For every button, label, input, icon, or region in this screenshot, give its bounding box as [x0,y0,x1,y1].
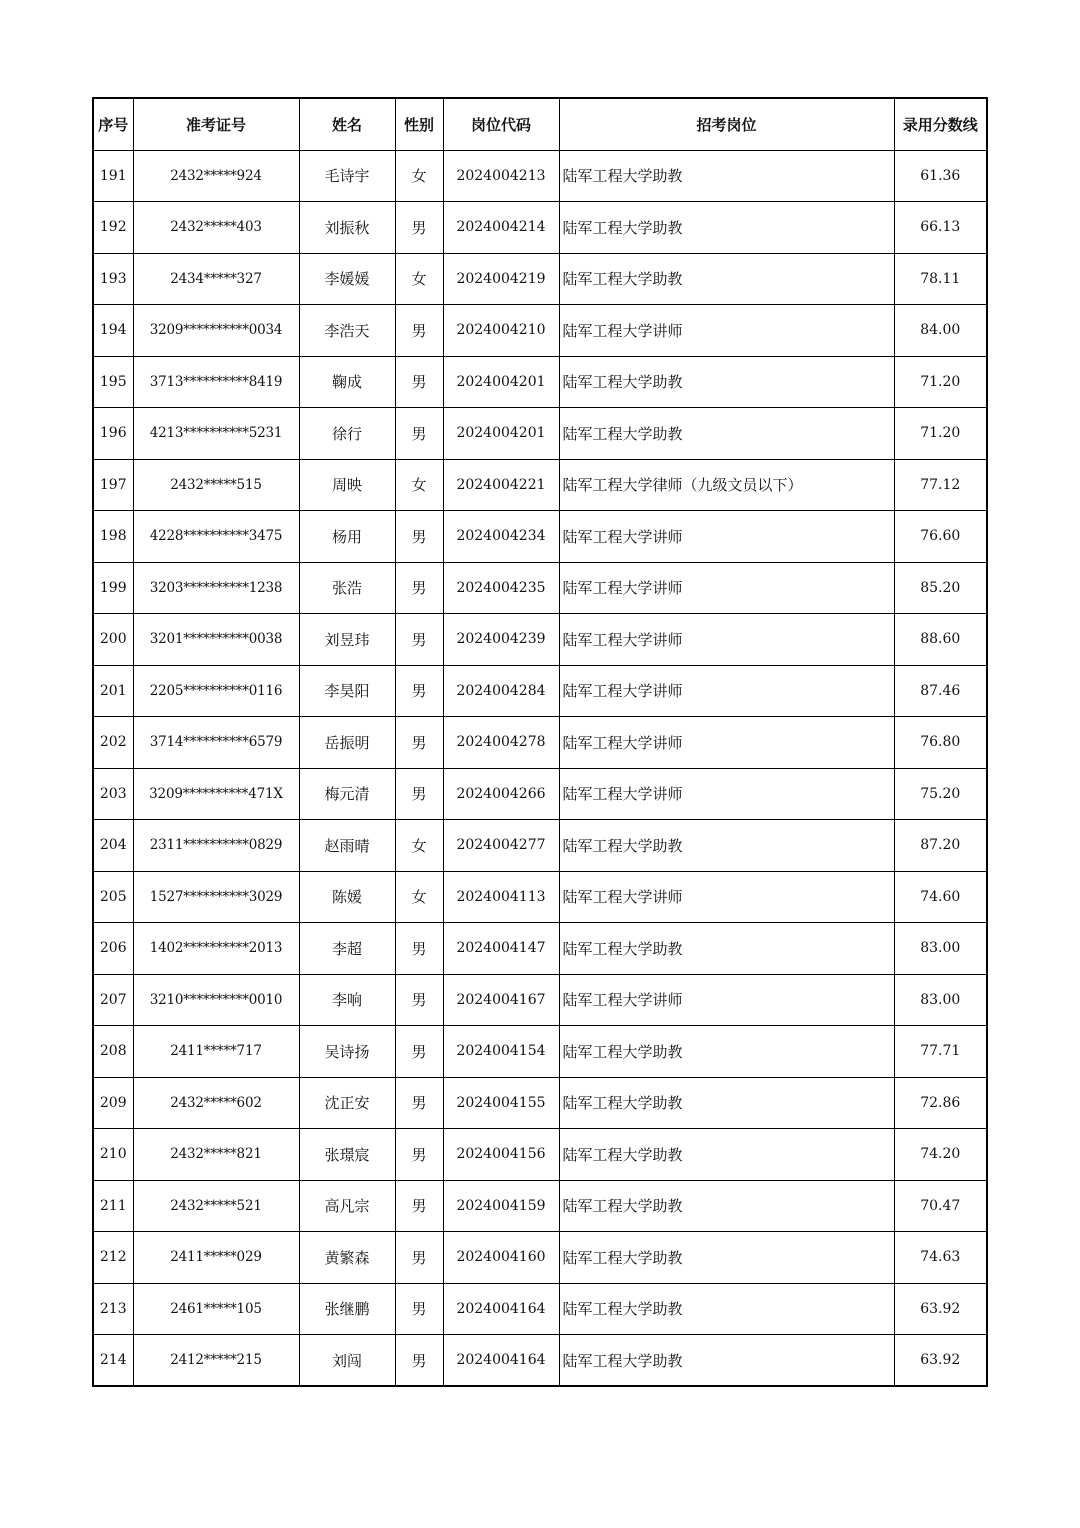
header-position: 招考岗位 [559,98,894,150]
position-cell: 陆军工程大学讲师 [559,665,894,717]
gender-cell: 男 [395,614,443,666]
position-cell: 陆军工程大学讲师 [559,768,894,820]
table-row [93,202,987,254]
position-code-cell: 2024004160 [443,1232,559,1284]
position-cell: 陆军工程大学律师（九级文员以下） [559,459,894,511]
exam-id-cell: 3203**********1238 [133,562,299,614]
name-cell: 李浩天 [299,305,395,357]
header-seq: 序号 [93,98,133,150]
score-cell: 63.92 [894,1335,987,1387]
position-code-cell: 2024004214 [443,202,559,254]
score-cell: 87.20 [894,820,987,872]
name-cell: 李媛媛 [299,253,395,305]
table-row [93,1026,987,1078]
table-row [93,871,987,923]
name-cell: 杨用 [299,511,395,563]
header-exam-id: 准考证号 [133,98,299,150]
score-cell: 85.20 [894,562,987,614]
score-cell: 74.63 [894,1232,987,1284]
score-cell: 75.20 [894,768,987,820]
position-code-cell: 2024004159 [443,1180,559,1232]
exam-id-cell: 2432*****515 [133,459,299,511]
position-cell: 陆军工程大学讲师 [559,871,894,923]
exam-id-cell: 3201**********0038 [133,614,299,666]
position-code-cell: 2024004210 [443,305,559,357]
table-row [93,1335,987,1387]
gender-cell: 男 [395,1232,443,1284]
seq-cell: 205 [93,871,133,923]
position-cell: 陆军工程大学助教 [559,1283,894,1335]
position-cell: 陆军工程大学助教 [559,923,894,975]
gender-cell: 男 [395,1180,443,1232]
table-row [93,1129,987,1181]
score-cell: 66.13 [894,202,987,254]
name-cell: 刘振秋 [299,202,395,254]
table-row [93,717,987,769]
exam-id-cell: 2434*****327 [133,253,299,305]
score-cell: 88.60 [894,614,987,666]
position-cell: 陆军工程大学讲师 [559,614,894,666]
gender-cell: 男 [395,717,443,769]
position-cell: 陆军工程大学助教 [559,1335,894,1387]
name-cell: 沈正安 [299,1077,395,1129]
name-cell: 李响 [299,974,395,1026]
gender-cell: 女 [395,459,443,511]
position-code-cell: 2024004239 [443,614,559,666]
position-code-cell: 2024004164 [443,1335,559,1387]
name-cell: 周映 [299,459,395,511]
seq-cell: 208 [93,1026,133,1078]
position-cell: 陆军工程大学讲师 [559,974,894,1026]
score-cell: 70.47 [894,1180,987,1232]
exam-id-cell: 2205**********0116 [133,665,299,717]
position-cell: 陆军工程大学助教 [559,150,894,202]
position-code-cell: 2024004155 [443,1077,559,1129]
name-cell: 赵雨晴 [299,820,395,872]
score-cell: 77.71 [894,1026,987,1078]
seq-cell: 210 [93,1129,133,1181]
exam-id-cell: 3714**********6579 [133,717,299,769]
position-cell: 陆军工程大学讲师 [559,305,894,357]
position-code-cell: 2024004147 [443,923,559,975]
position-code-cell: 2024004284 [443,665,559,717]
gender-cell: 男 [395,1129,443,1181]
header-score-line: 录用分数线 [894,98,987,150]
position-code-cell: 2024004154 [443,1026,559,1078]
exam-id-cell: 2432*****602 [133,1077,299,1129]
position-code-cell: 2024004113 [443,871,559,923]
position-code-cell: 2024004167 [443,974,559,1026]
header-name: 姓名 [299,98,395,150]
name-cell: 梅元清 [299,768,395,820]
table-row [93,562,987,614]
score-cell: 77.12 [894,459,987,511]
name-cell: 岳振明 [299,717,395,769]
gender-cell: 男 [395,1077,443,1129]
seq-cell: 204 [93,820,133,872]
score-cell: 78.11 [894,253,987,305]
gender-cell: 男 [395,408,443,460]
position-code-cell: 2024004221 [443,459,559,511]
gender-cell: 女 [395,871,443,923]
score-cell: 74.20 [894,1129,987,1181]
gender-cell: 男 [395,356,443,408]
position-cell: 陆军工程大学助教 [559,202,894,254]
name-cell: 刘闯 [299,1335,395,1387]
position-code-cell: 2024004156 [443,1129,559,1181]
table-row [93,150,987,202]
gender-cell: 男 [395,665,443,717]
exam-id-cell: 2432*****924 [133,150,299,202]
gender-cell: 男 [395,1283,443,1335]
position-code-cell: 2024004266 [443,768,559,820]
name-cell: 吴诗扬 [299,1026,395,1078]
gender-cell: 男 [395,1026,443,1078]
score-cell: 71.20 [894,408,987,460]
seq-cell: 214 [93,1335,133,1387]
table-body [93,150,987,1386]
gender-cell: 男 [395,562,443,614]
seq-cell: 207 [93,974,133,1026]
seq-cell: 192 [93,202,133,254]
name-cell: 张璟宸 [299,1129,395,1181]
seq-cell: 195 [93,356,133,408]
position-cell: 陆军工程大学助教 [559,820,894,872]
name-cell: 高凡宗 [299,1180,395,1232]
position-cell: 陆军工程大学助教 [559,1180,894,1232]
exam-id-cell: 3210**********0010 [133,974,299,1026]
position-code-cell: 2024004219 [443,253,559,305]
score-cell: 63.92 [894,1283,987,1335]
table-row [93,356,987,408]
seq-cell: 200 [93,614,133,666]
position-cell: 陆军工程大学助教 [559,356,894,408]
position-cell: 陆军工程大学讲师 [559,511,894,563]
position-cell: 陆军工程大学助教 [559,1232,894,1284]
name-cell: 黄繁森 [299,1232,395,1284]
gender-cell: 男 [395,1335,443,1387]
position-code-cell: 2024004235 [443,562,559,614]
exam-id-cell: 3713**********8419 [133,356,299,408]
gender-cell: 女 [395,253,443,305]
table-row [93,305,987,357]
seq-cell: 198 [93,511,133,563]
seq-cell: 201 [93,665,133,717]
exam-id-cell: 2432*****521 [133,1180,299,1232]
name-cell: 徐行 [299,408,395,460]
gender-cell: 男 [395,202,443,254]
table-row [93,1283,987,1335]
score-cell: 83.00 [894,923,987,975]
exam-id-cell: 2411*****717 [133,1026,299,1078]
header-position-code: 岗位代码 [443,98,559,150]
exam-id-cell: 1527**********3029 [133,871,299,923]
score-cell: 87.46 [894,665,987,717]
position-code-cell: 2024004164 [443,1283,559,1335]
name-cell: 张继鹏 [299,1283,395,1335]
seq-cell: 191 [93,150,133,202]
position-cell: 陆军工程大学助教 [559,253,894,305]
score-cell: 72.86 [894,1077,987,1129]
table-row [93,974,987,1026]
position-cell: 陆军工程大学助教 [559,1129,894,1181]
name-cell: 鞠成 [299,356,395,408]
gender-cell: 男 [395,768,443,820]
position-cell: 陆军工程大学讲师 [559,562,894,614]
seq-cell: 209 [93,1077,133,1129]
gender-cell: 男 [395,974,443,1026]
position-cell: 陆军工程大学助教 [559,1077,894,1129]
gender-cell: 男 [395,305,443,357]
exam-id-cell: 2412*****215 [133,1335,299,1387]
seq-cell: 197 [93,459,133,511]
position-code-cell: 2024004277 [443,820,559,872]
table-row [93,820,987,872]
name-cell: 李超 [299,923,395,975]
seq-cell: 196 [93,408,133,460]
position-cell: 陆军工程大学助教 [559,408,894,460]
seq-cell: 203 [93,768,133,820]
position-code-cell: 2024004234 [443,511,559,563]
position-cell: 陆军工程大学讲师 [559,717,894,769]
exam-id-cell: 4228**********3475 [133,511,299,563]
exam-id-cell: 4213**********5231 [133,408,299,460]
seq-cell: 206 [93,923,133,975]
score-cell: 83.00 [894,974,987,1026]
exam-id-cell: 2411*****029 [133,1232,299,1284]
score-cell: 61.36 [894,150,987,202]
results-table [92,97,988,1387]
table-row [93,1180,987,1232]
header-gender: 性别 [395,98,443,150]
position-code-cell: 2024004278 [443,717,559,769]
table-row [93,511,987,563]
exam-id-cell: 3209**********471X [133,768,299,820]
seq-cell: 212 [93,1232,133,1284]
table-row [93,253,987,305]
table-row [93,1077,987,1129]
table-row [93,665,987,717]
position-code-cell: 2024004213 [443,150,559,202]
name-cell: 张浩 [299,562,395,614]
seq-cell: 213 [93,1283,133,1335]
gender-cell: 男 [395,511,443,563]
score-cell: 76.80 [894,717,987,769]
exam-id-cell: 2432*****821 [133,1129,299,1181]
table-row [93,408,987,460]
exam-id-cell: 2461*****105 [133,1283,299,1335]
seq-cell: 202 [93,717,133,769]
exam-id-cell: 2311**********0829 [133,820,299,872]
name-cell: 陈媛 [299,871,395,923]
position-code-cell: 2024004201 [443,408,559,460]
table-row [93,1232,987,1284]
exam-id-cell: 3209**********0034 [133,305,299,357]
score-cell: 74.60 [894,871,987,923]
position-code-cell: 2024004201 [443,356,559,408]
gender-cell: 女 [395,150,443,202]
score-cell: 71.20 [894,356,987,408]
name-cell: 刘昱玮 [299,614,395,666]
gender-cell: 女 [395,820,443,872]
header-row [93,98,987,150]
position-cell: 陆军工程大学助教 [559,1026,894,1078]
exam-id-cell: 1402**********2013 [133,923,299,975]
seq-cell: 193 [93,253,133,305]
name-cell: 毛诗宇 [299,150,395,202]
seq-cell: 211 [93,1180,133,1232]
name-cell: 李昊阳 [299,665,395,717]
gender-cell: 男 [395,923,443,975]
exam-id-cell: 2432*****403 [133,202,299,254]
table-row [93,768,987,820]
table-row [93,923,987,975]
score-cell: 76.60 [894,511,987,563]
seq-cell: 194 [93,305,133,357]
score-cell: 84.00 [894,305,987,357]
seq-cell: 199 [93,562,133,614]
table-row [93,459,987,511]
table-row [93,614,987,666]
